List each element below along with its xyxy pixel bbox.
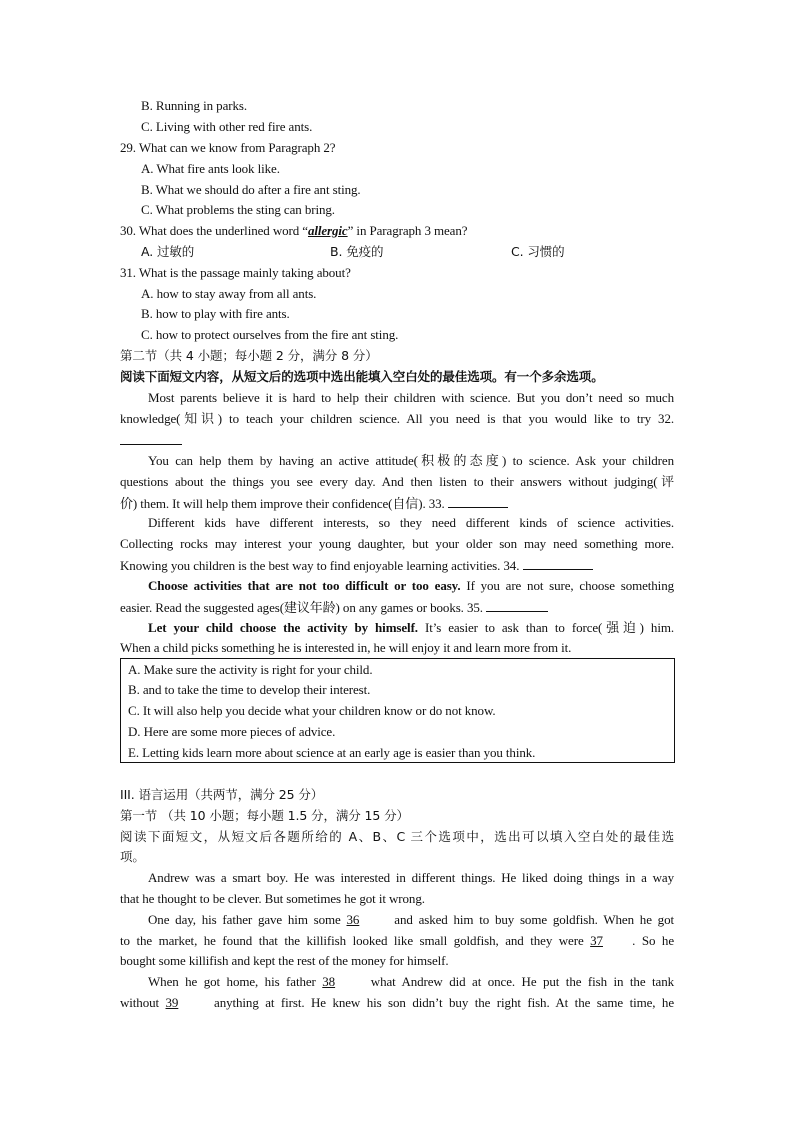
andrew-p2-line2 — [120, 933, 674, 949]
q30-option-b: B. 免疫的 — [330, 244, 384, 259]
q30-stem-pre: 30. What does the underlined word “ — [120, 223, 308, 238]
andrew-p1-line1: Andrew was a smart boy. He was interested in different things. He liked doing things in a way — [148, 870, 674, 885]
andrew-p2-line1-a: One day, his father gave him some — [148, 912, 347, 927]
p5-line1-rest: It’s easier to ask than to force(强迫) him. — [417, 620, 674, 635]
p1-line1: Most parents believe it is hard to help their children with science. But you don’t need so much — [148, 390, 674, 405]
q31-option-a: A. how to stay away from all ants. — [141, 286, 317, 301]
part3-heading: III. 语言运用（共两节，满分 25 分） — [120, 787, 324, 802]
andrew-p2-line3: bought some killifish and kept the rest of the money for himself. — [120, 953, 449, 968]
option-d: D. Here are some more pieces of advice. — [128, 724, 336, 739]
section2-heading: 第二节（共 4 小题；每小题 2 分，满分 8 分） — [120, 348, 378, 363]
blank-36: 36 — [346, 912, 360, 927]
q31-option-b: B. how to play with fire ants. — [141, 306, 290, 321]
blank-32 — [120, 432, 182, 449]
andrew-p2-line1 — [148, 912, 674, 928]
andrew-p3-line1-b: what Andrew did at once. He put the fish in the tank — [364, 974, 674, 989]
q29-stem: 29. What can we know from Paragraph 2? — [120, 140, 336, 155]
blank-37: 37 — [590, 933, 603, 948]
p4-line1-rest: If you are not sure, choose something — [460, 578, 674, 593]
q29-option-b: B. What we should do after a fire ant sting. — [141, 182, 361, 197]
p5-line1 — [148, 620, 674, 636]
p4-line1 — [148, 578, 674, 594]
part3-section1-heading: 第一节 （共 10 小题；每小题 1.5 分，满分 15 分） — [120, 808, 409, 823]
q30-option-c: C. 习惯的 — [511, 244, 565, 259]
blank-33 — [448, 495, 508, 508]
q30-stem-post: ” in Paragraph 3 mean? — [347, 223, 468, 238]
part3-instruction-line1: 阅读下面短文，从短文后各题所给的 A、B、C 三个选项中，选出可以填入空白处的最佳选 — [120, 829, 674, 844]
q28-option-c: C. Living with other red fire ants. — [141, 119, 313, 134]
q30-stem — [120, 223, 467, 239]
q29-option-c: C. What problems the sting can bring. — [141, 202, 335, 217]
q31-stem: 31. What is the passage mainly taking about? — [120, 265, 351, 280]
andrew-p3-line1-a: When he got home, his father — [148, 974, 323, 989]
p5-bold-text: Let your child choose the activity by himself. — [148, 620, 418, 635]
p3-line1: Different kids have different interests, so they need different kinds of science activities. — [148, 515, 674, 530]
q30-option-a: A. 过敏的 — [141, 244, 195, 259]
blank-34 — [523, 557, 593, 570]
andrew-p3-line2-b: anything at first. He knew his son didn’t buy the right fish. At the same time, he — [207, 995, 674, 1010]
q30-underlined-word: allergic — [307, 223, 348, 238]
p2-line3 — [120, 495, 508, 512]
p2-line3-text: 价) them. It will help them improve their confidence(自信). 33. — [120, 496, 445, 511]
p4-line2-text: easier. Read the suggested ages(建议年龄) on any games or books. 35. — [120, 600, 483, 615]
p2-line2: questions about the things you see every day. And then listen to their answers without judging(评 — [120, 474, 674, 489]
andrew-p3-line1 — [148, 974, 674, 990]
p1-line2: knowledge(知识) to teach your children science. All you need is that you would like to try 32. — [120, 411, 674, 426]
option-c: C. It will also help you decide what your children know or do not know. — [128, 703, 496, 718]
q31-option-c: C. how to protect ourselves from the fire ant sting. — [141, 327, 399, 342]
part3-instruction-line2: 项。 — [120, 849, 145, 864]
option-e: E. Letting kids learn more about science at an early age is easier than you think. — [128, 745, 536, 760]
p5-line2: When a child picks something he is interested in, he will enjoy it and learn more from it. — [120, 640, 572, 655]
q28-option-b: B. Running in parks. — [141, 98, 247, 113]
andrew-p2-line2-a: to the market, he found that the killifish looked like small goldfish, and they were — [120, 933, 591, 948]
p2-line1: You can help them by having an active attitude(积极的态度) to science. Ask your children — [148, 453, 674, 468]
p3-line3 — [120, 557, 593, 574]
p3-line2: Collecting rocks may interest your young daughter, but your older son may need something more. — [120, 536, 674, 551]
blank-35 — [486, 599, 548, 612]
blank-39: 39 — [165, 995, 179, 1010]
andrew-p1-line2: that he thought to be clever. But sometimes he got it wrong. — [120, 891, 425, 906]
andrew-p3-line2 — [120, 995, 674, 1011]
andrew-p2-line1-b: and asked him to buy some goldfish. When he got — [388, 912, 674, 927]
andrew-p2-line2-b: . So he — [632, 933, 674, 948]
option-b: B. and to take the time to develop their interest. — [128, 682, 371, 697]
option-a: A. Make sure the activity is right for your child. — [128, 662, 373, 677]
q29-option-a: A. What fire ants look like. — [141, 161, 280, 176]
p4-bold-text: Choose activities that are not too difficult or too easy. — [148, 578, 461, 593]
p3-line3-text: Knowing you children is the best way to find enjoyable learning activities. 34. — [120, 558, 520, 573]
p4-line2 — [120, 599, 548, 616]
blank-38: 38 — [322, 974, 336, 989]
andrew-p3-line2-a: without — [120, 995, 166, 1010]
section2-instruction: 阅读下面短文内容，从短文后的选项中选出能填入空白处的最佳选项。有一个多余选项。 — [120, 369, 604, 384]
options-box — [120, 658, 675, 763]
